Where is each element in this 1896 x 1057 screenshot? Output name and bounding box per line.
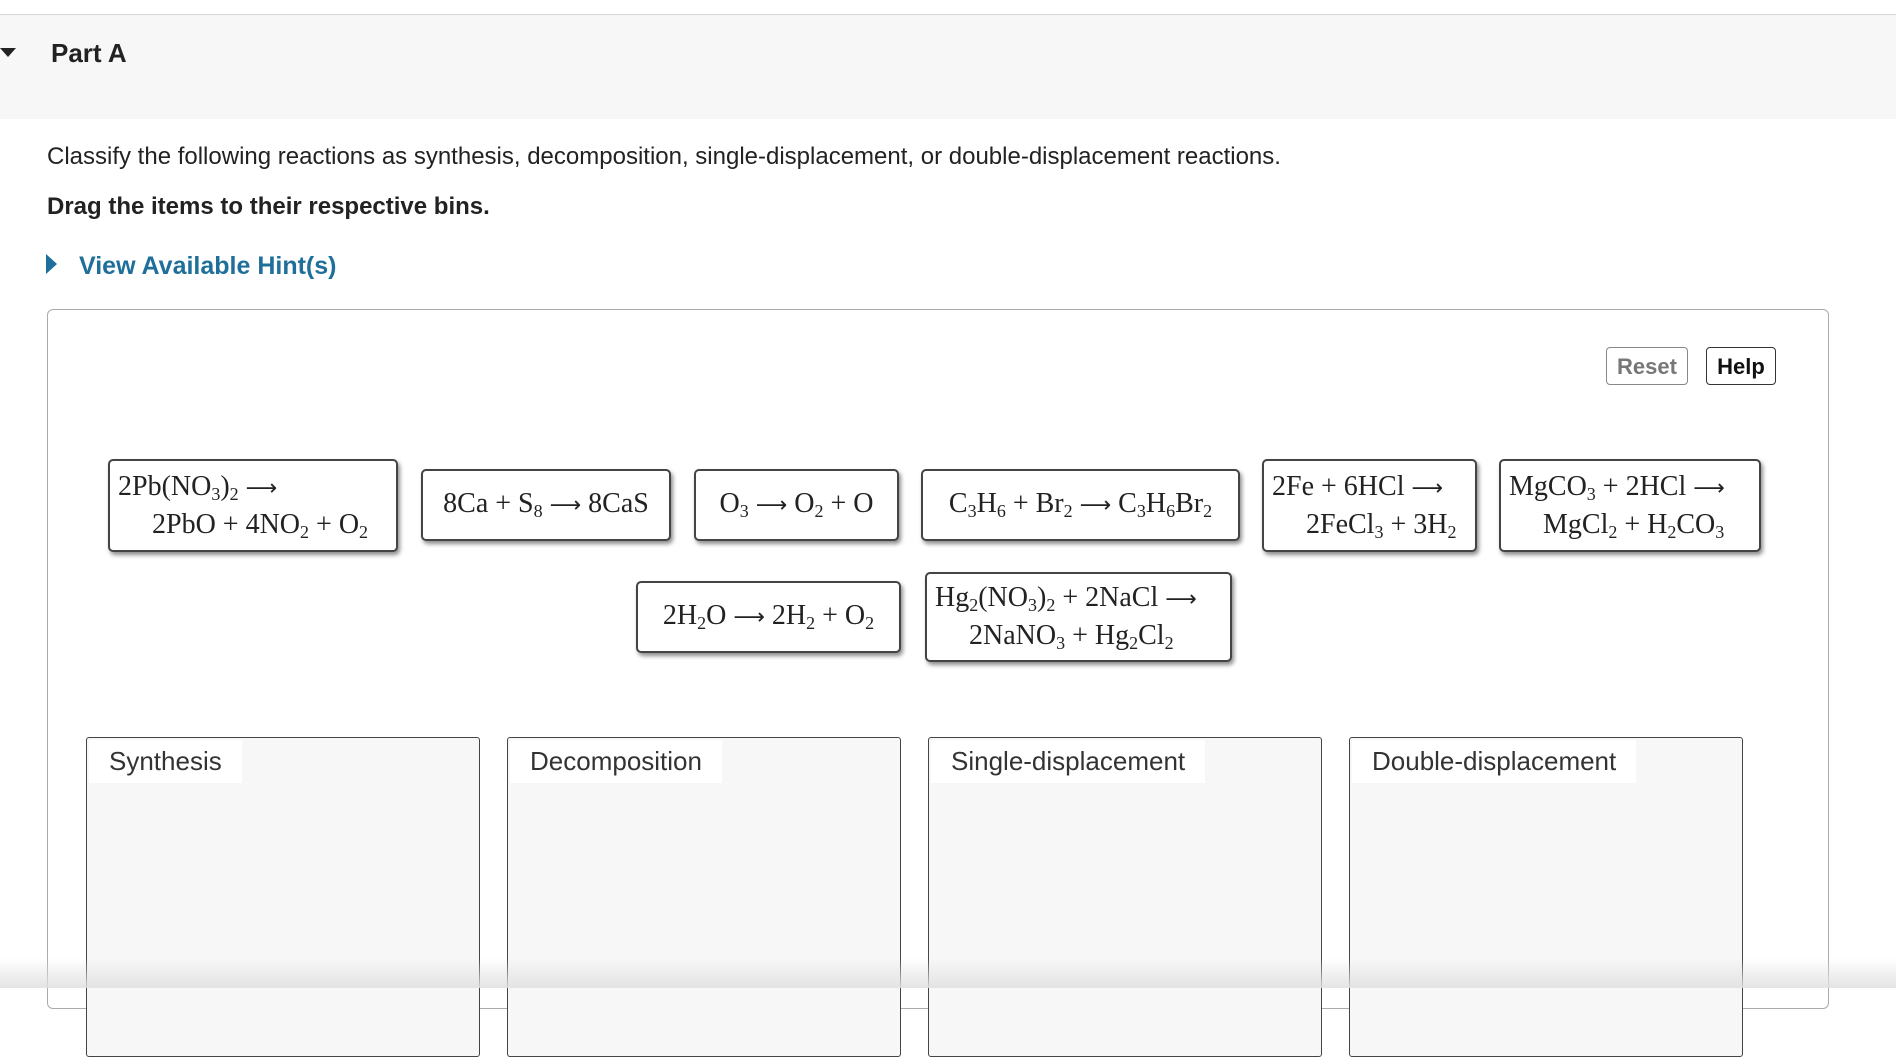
reaction-equation-products: 2NaNO$_3$ + $Hg_2Cl_2$ [969, 620, 1174, 653]
reset-button[interactable]: Reset [1606, 347, 1688, 385]
part-title: Part A [51, 38, 127, 68]
help-button[interactable]: Help [1706, 347, 1776, 385]
reaction-tile[interactable] [421, 469, 671, 541]
reaction-tile[interactable] [1262, 459, 1477, 552]
reaction-tile[interactable] [108, 459, 398, 552]
reaction-equation: 2Fe + 6HCl ⟶ [1272, 470, 1444, 502]
bin-label: Decomposition [510, 740, 722, 783]
reaction-equation: $2H_2O$ ⟶ $2H_2 + O_2$ [662, 600, 875, 633]
reaction-equation: $C_3H_6 + Br_2$ ⟶ $C_3H_6Br_2$ [948, 488, 1213, 521]
reaction-equation: $8Ca + S_8$ ⟶ 8CaS [443, 488, 649, 521]
reaction-equation-products: MgCl$_2$ + $H_2CO_3$ [1543, 508, 1725, 542]
reaction-tile[interactable] [694, 469, 899, 541]
reaction-equation: $Hg_2(NO_3)_2$ + 2NaCl ⟶ [935, 582, 1197, 615]
bin-single-displacement[interactable] [928, 737, 1322, 1057]
reaction-equation: MgCO$_3$ + 2HCl ⟶ [1509, 470, 1725, 504]
bottom-fade [0, 958, 1896, 988]
reaction-equation-products: $2PbO + 4NO_2 + O_2$ [152, 508, 369, 542]
question-text: Classify the following reactions as synthesis, decomposition, single-displacement, or double-displacement reactions. [47, 143, 1281, 170]
bin-label: Synthesis [89, 740, 242, 783]
bin-double-displacement[interactable] [1349, 737, 1743, 1057]
bin-synthesis[interactable] [86, 737, 480, 1057]
bin-label: Double-displacement [1352, 740, 1636, 783]
instruction-text: Drag the items to their respective bins. [47, 193, 490, 220]
bin-label: Single-displacement [931, 740, 1205, 783]
part-header [0, 15, 1896, 119]
view-hints-label: View Available Hint(s) [79, 252, 337, 280]
reaction-tile[interactable] [1499, 459, 1761, 552]
reaction-equation-products: 2FeCl$_3$ + $3H_2$ [1306, 508, 1457, 542]
reaction-equation: $O_3$ ⟶ $O_2 + O$ [719, 488, 874, 521]
expand-triangle-icon [46, 254, 57, 274]
bin-decomposition[interactable] [507, 737, 901, 1057]
collapse-triangle-icon[interactable] [0, 48, 16, 57]
reaction-tile[interactable] [921, 469, 1240, 541]
reaction-tile[interactable] [636, 581, 901, 653]
reaction-tile[interactable] [925, 572, 1232, 662]
reaction-equation: $2Pb(NO_3)_2$ ⟶ [118, 470, 278, 504]
